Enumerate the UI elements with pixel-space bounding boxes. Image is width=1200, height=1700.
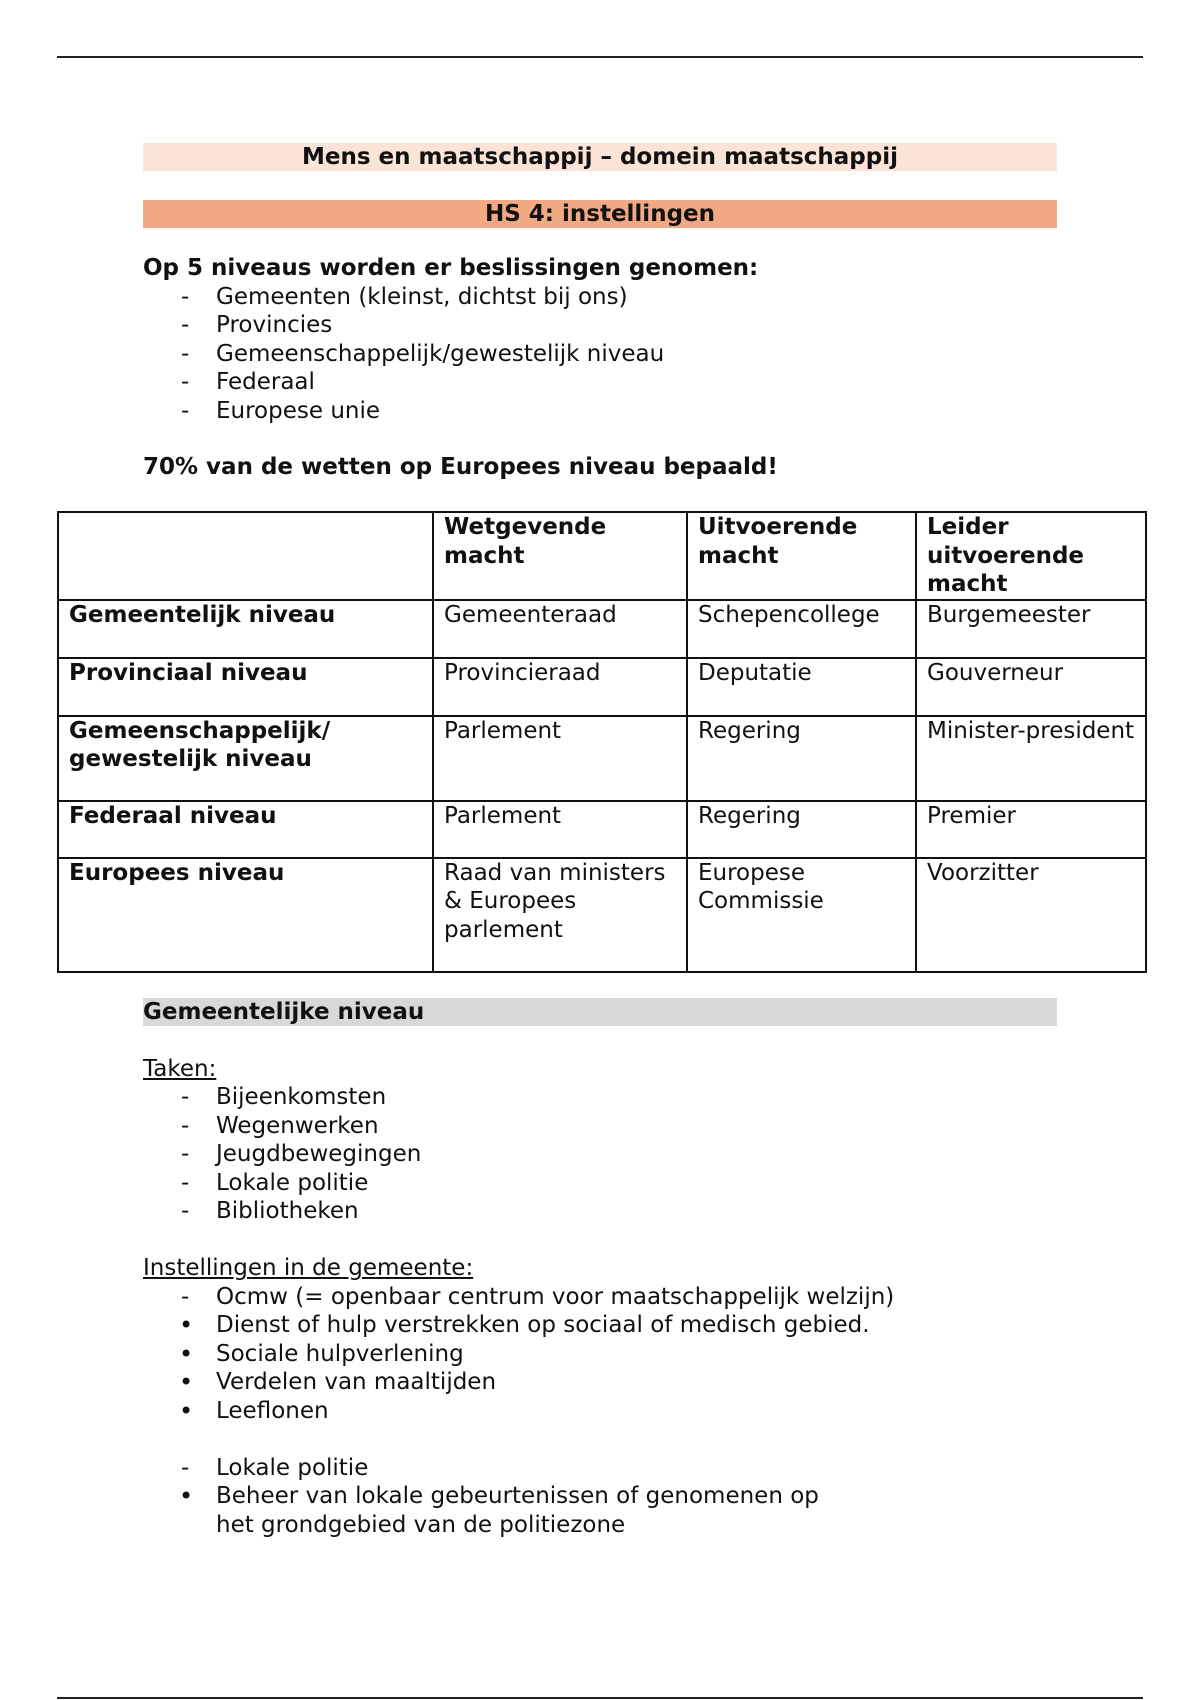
list-item: - Bijeenkomsten bbox=[143, 1083, 1057, 1112]
list-item: - Bibliotheken bbox=[143, 1197, 1057, 1226]
footer-rule bbox=[57, 1697, 1143, 1699]
list-item: - Gemeenschappelijk/gewestelijk niveau bbox=[143, 340, 1057, 369]
title-band: Mens en maatschappij – domein maatschappij bbox=[143, 143, 1057, 171]
list-item: - Provincies bbox=[143, 311, 1057, 340]
table-cell: Europese Commissie bbox=[687, 858, 916, 972]
list-item: - Jeugdbewegingen bbox=[143, 1140, 1057, 1169]
municipal-section bbox=[143, 998, 1057, 1539]
list-item: - Federaal bbox=[143, 368, 1057, 397]
police-points bbox=[143, 1482, 1057, 1539]
table-row bbox=[58, 716, 1146, 801]
table-cell: Deputatie bbox=[687, 658, 916, 716]
list-item: - Gemeenten (kleinst, dichtst bij ons) bbox=[143, 283, 1057, 312]
list-item: • Verdelen van maaltijden bbox=[143, 1368, 1057, 1397]
table-cell: Minister-president bbox=[916, 716, 1146, 801]
list-item: - Ocmw (= openbaar centrum voor maatschappelijk welzijn) bbox=[143, 1283, 1057, 1312]
list-item: • Beheer van lokale gebeurtenissen of genomenen op het grondgebied van de politiezone bbox=[143, 1482, 836, 1539]
police-list bbox=[143, 1454, 1057, 1483]
table-cell: Voorzitter bbox=[916, 858, 1146, 972]
list-item: - Wegenwerken bbox=[143, 1112, 1057, 1141]
table-row bbox=[58, 658, 1146, 716]
table-header-cell bbox=[58, 512, 433, 600]
table-cell: Regering bbox=[687, 801, 916, 858]
table-row bbox=[58, 801, 1146, 858]
table-row-label: Provinciaal niveau bbox=[58, 658, 433, 716]
table-header-cell: Wetgevende macht bbox=[433, 512, 687, 600]
table-row-label: Gemeentelijk niveau bbox=[58, 600, 433, 658]
section-band: Gemeentelijke niveau bbox=[143, 998, 1057, 1026]
table-cell: Gemeenteraad bbox=[433, 600, 687, 658]
table-header-cell: Leider uitvoerende macht bbox=[916, 512, 1146, 600]
institutions-label: Instellingen in de gemeente: bbox=[143, 1255, 474, 1281]
list-item: • Dienst of hulp verstrekken op sociaal of medisch gebied. bbox=[143, 1311, 1057, 1340]
eu-statement: 70% van de wetten op Europees niveau bepaald! bbox=[143, 454, 778, 480]
table-cell: Raad van ministers & Europees parlement bbox=[433, 858, 687, 972]
table-cell: Provincieraad bbox=[433, 658, 687, 716]
table-row bbox=[58, 600, 1146, 658]
tasks-list bbox=[143, 1083, 1057, 1226]
levels-heading: Op 5 niveaus worden er beslissingen genomen: bbox=[143, 255, 759, 281]
ocmw-list bbox=[143, 1283, 1057, 1312]
levels-list bbox=[143, 283, 1057, 426]
intro-section bbox=[143, 143, 1057, 482]
chapter-band: HS 4: instellingen bbox=[143, 200, 1057, 228]
list-item: - Lokale politie bbox=[143, 1454, 1057, 1483]
table-cell: Burgemeester bbox=[916, 600, 1146, 658]
table-cell: Parlement bbox=[433, 801, 687, 858]
table-header-row bbox=[58, 512, 1146, 600]
header-rule bbox=[57, 56, 1143, 58]
table-cell: Regering bbox=[687, 716, 916, 801]
list-item: - Europese unie bbox=[143, 397, 1057, 426]
table-row bbox=[58, 858, 1146, 972]
table-cell: Premier bbox=[916, 801, 1146, 858]
table-row-label: Europees niveau bbox=[58, 858, 433, 972]
table-cell: Schepencollege bbox=[687, 600, 916, 658]
tasks-label: Taken: bbox=[143, 1055, 217, 1082]
table-row-label: Federaal niveau bbox=[58, 801, 433, 858]
table-cell: Parlement bbox=[433, 716, 687, 801]
list-item: - Lokale politie bbox=[143, 1169, 1057, 1198]
ocmw-points bbox=[143, 1311, 1057, 1425]
list-item: • Sociale hulpverlening bbox=[143, 1340, 1057, 1369]
institutions-table bbox=[57, 511, 1147, 973]
list-item: • Leeflonen bbox=[143, 1397, 1057, 1426]
table-header-cell: Uitvoerende macht bbox=[687, 512, 916, 600]
table-row-label: Gemeenschappelijk/ gewestelijk niveau bbox=[58, 716, 433, 801]
table-cell: Gouverneur bbox=[916, 658, 1146, 716]
